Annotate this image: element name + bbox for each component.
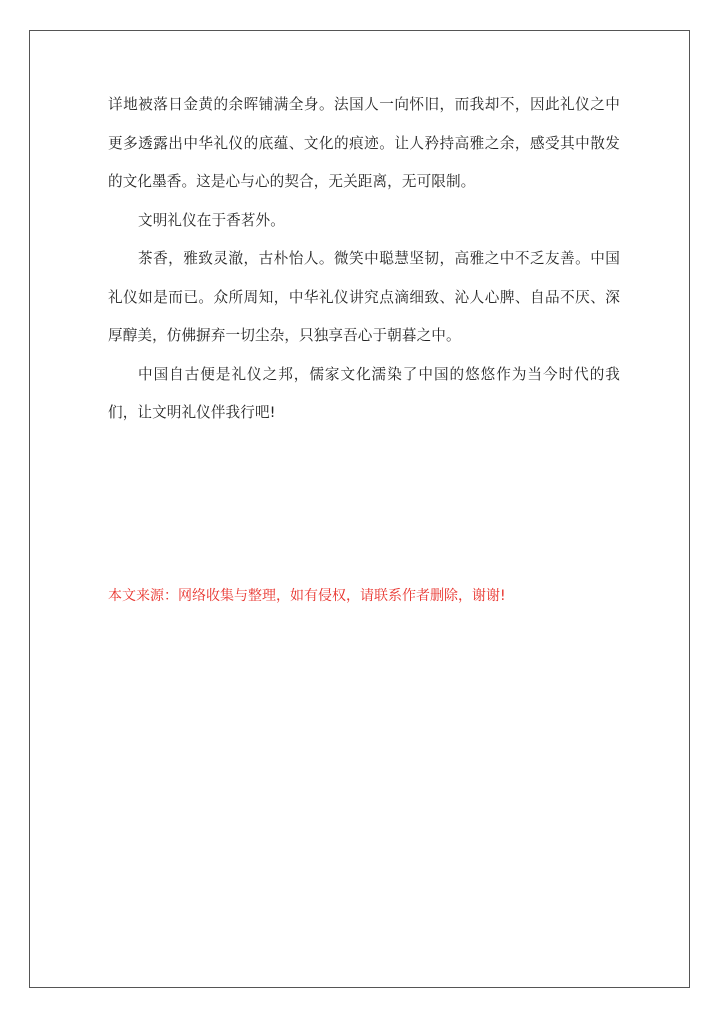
source-note: 本文来源：网络收集与整理，如有侵权，请联系作者删除，谢谢! (108, 588, 506, 604)
document-body (108, 86, 620, 433)
paragraph-2: 文明礼仪在于香茗外。 (138, 211, 285, 229)
paragraph-4: 中国自古便是礼仪之邦，儒家文化濡染了中国的悠悠作为当今时代的我们，让文明礼仪伴我行吧! (108, 365, 620, 421)
paragraph-3: 茶香，雅致灵澈，古朴怡人。微笑中聪慧坚韧，高雅之中不乏友善。中国礼仪如是而已。众所周知，中华礼仪讲究点滴细致、沁人心脾、自品不厌、深厚醇美，仿佛摒弃一切尘杂，只独享吾心于朝暮之中。 (108, 250, 620, 344)
paragraph-1: 详地被落日金黄的余晖铺满全身。法国人一向怀旧，而我却不，因此礼仪之中更多透露出中华礼仪的底蕴、文化的痕迹。让人矜持高雅之余，感受其中散发的文化墨香。这是心与心的契合，无关距离，无可限制。 (108, 96, 620, 190)
